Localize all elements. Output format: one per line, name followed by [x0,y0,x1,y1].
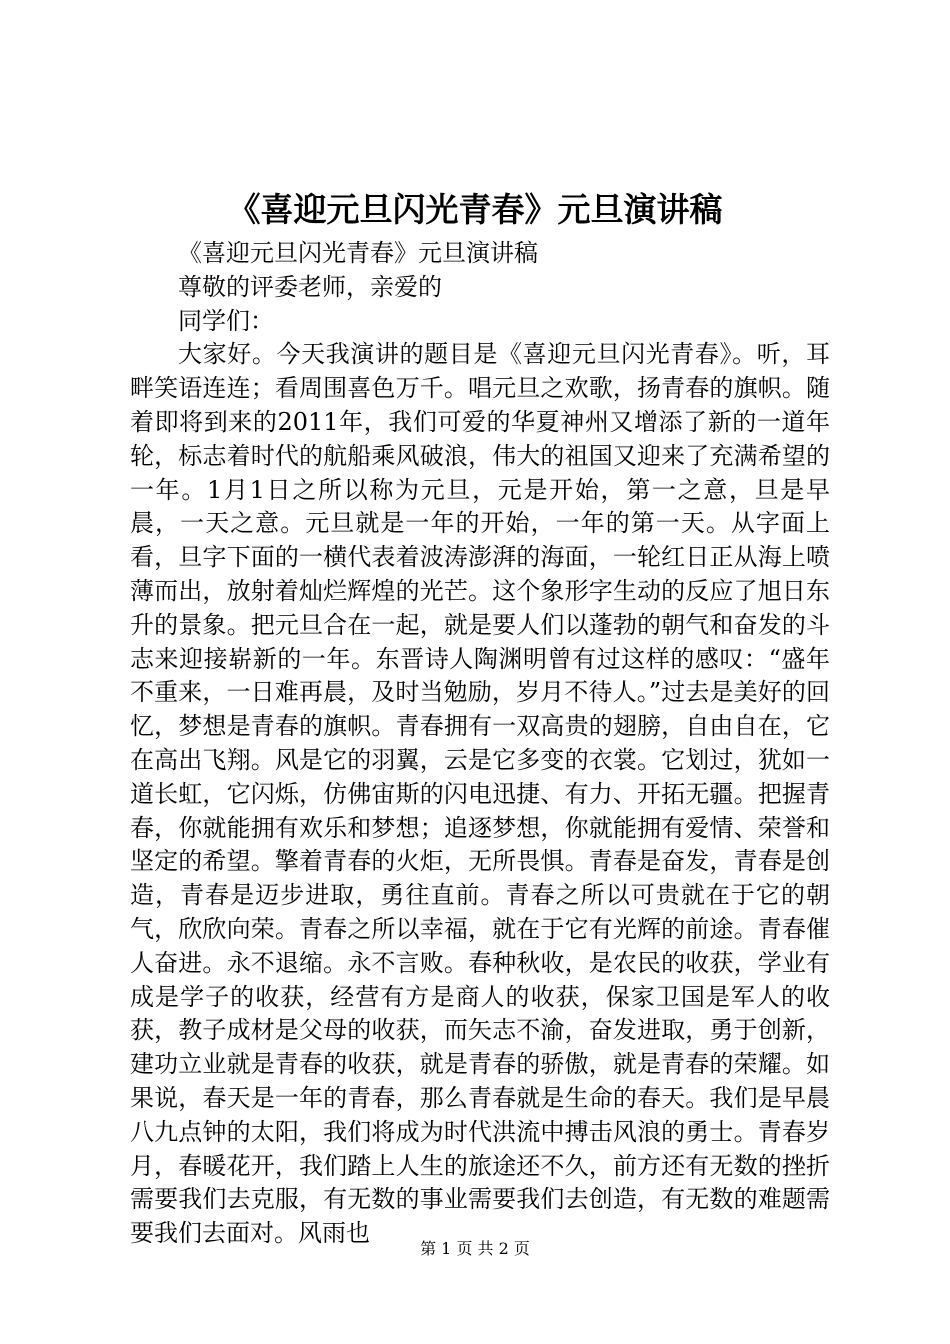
document-body [130,237,830,1251]
salutation-line-1: 尊敬的评委老师，亲爱的 [178,272,442,301]
salutation-line-2: 同学们： [178,306,274,335]
subtitle-line: 《喜迎元旦闪光青春》元旦演讲稿 [178,239,538,267]
page-footer: 第 1 页 共 2 页 [420,1239,530,1258]
document-title: 《喜迎元旦闪光青春》元旦演讲稿 [227,190,723,229]
speech-paragraph: 大家好。今天我演讲的题目是《喜迎元旦闪光青春》。听，耳畔笑语连连；看周围喜色万千。唱元旦之欢歌，扬青春的旗帜。随着即将到来的2011年，我们可爱的华夏神州又增添了新的一道年轮，标志着时代的航船乘风破浪，伟大的祖国又迎来了充满希望的一年。1月1日之所以称为元旦，元是开始，第一之意，旦是早晨，一天之意。元旦就是一年的开始，一年的第一天。从字面上看，旦字下面的一横代表着波涛澎湃的海面，一轮红日正从海上喷薄而出，放射着灿烂辉煌的光芒。这个象形字生动的反应了旭日东升的景象。把元旦合在一起，就是要人们以蓬勃的朝气和奋发的斗志来迎接崭新的一年。东晋诗人陶渊明曾有过这样的感叹：“盛年不重来，一日难再晨，及时当勉励，岁月不待人。”过去是美好的回忆，梦想是青春的旗帜。青春拥有一双高贵的翅膀，自由自在，它在高出飞翔。风是它的羽翼，云是它多变的衣裳。它划过，犹如一道长虹，它闪烁，仿佛宙斯的闪电迅捷、有力、开拓无疆。把握青春，你就能拥有欢乐和梦想；追逐梦想，你就能拥有爱情、荣誉和坚定的希望。擎着青春的火炬，无所畏惧。青春是奋发，青春是创造，青春是迈步进取，勇往直前。青春之所以可贵就在于它的朝气，欣欣向荣。青春之所以幸福，就在于它有光辉的前途。青春催人奋进。永不退缩。永不言败。春种秋收，是农民的收获，学业有成是学子的收获，经营有方是商人的收获，保家卫国是军人的收获，教子成材是父母的收获，而矢志不渝，奋发进取，勇于创新，建功立业就是青春的收获，就是青春的骄傲，就是青春的荣耀。如果说，春天是一年的青春，那么青春就是生命的春天。我们是早晨八九点钟的太阳，我们将成为时代洪流中搏击风浪的勇士。青春岁月，春暖花开，我们踏上人生的旅途还不久，前方还有无数的挫折需要我们去克服，有无数的事业需要我们去创造，有无数的难题需要我们去面对。风雨也 [130,340,830,1248]
